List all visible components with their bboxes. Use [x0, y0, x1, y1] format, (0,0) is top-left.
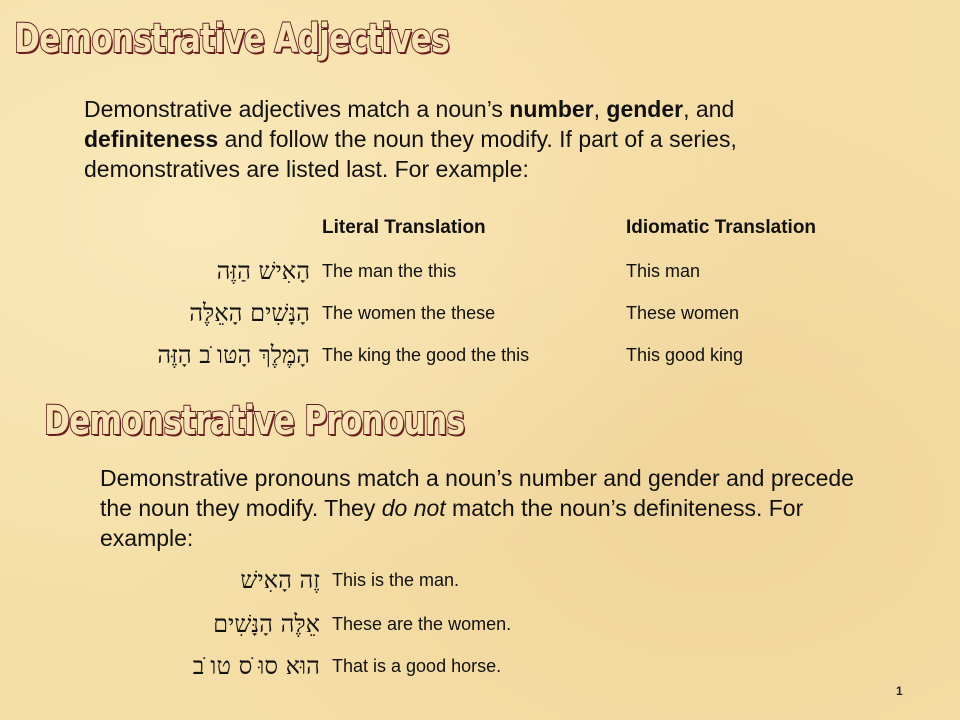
paragraph-text: and follow the noun they modify. If part of a series, demonstratives are listed last. For example:: [84, 126, 737, 182]
pronouns-heading: Demonstrative Pronouns: [44, 398, 465, 444]
page-number: 1: [896, 684, 903, 698]
english-translation: That is a good horse.: [332, 656, 502, 676]
hebrew-phrase: זֶה הָאִישׁ: [240, 566, 320, 594]
bold-term-gender: gender: [606, 96, 684, 122]
hebrew-phrase: הָנָּשִׁים הָאֵלֶּה: [189, 299, 310, 327]
adjectives-heading: Demonstrative Adjectives: [14, 16, 449, 62]
english-translation: This is the man.: [332, 570, 460, 590]
hebrew-phrase: אֵלֶּה הָנָּשִׁים: [213, 610, 320, 638]
paragraph-text: , and: [683, 96, 735, 122]
hebrew-phrase: הָאִישׁ הַזֶּה: [216, 257, 310, 285]
italic-do-not: do not: [381, 495, 446, 521]
adjectives-paragraph: [84, 94, 864, 184]
literal-translation: The women the these: [322, 303, 496, 323]
hebrew-phrase: הוּא סוּ ֹס טו ֹב: [192, 652, 320, 680]
hebrew-phrase: הָמֶּלֶךְ הָטּו ֹב הָזֶּה: [157, 341, 310, 369]
idiomatic-translation: This man: [626, 261, 701, 281]
idiomatic-translation: This good king: [626, 345, 744, 365]
header-literal: Literal Translation: [322, 217, 486, 238]
bold-term-definiteness: definiteness: [84, 126, 219, 152]
bold-term-number: number: [509, 96, 594, 122]
paragraph-text: Demonstrative adjectives match a noun’s: [84, 96, 510, 122]
literal-translation: The king the good the this: [322, 345, 530, 365]
paragraph-text: ,: [593, 96, 607, 122]
header-idiomatic: Idiomatic Translation: [626, 217, 817, 238]
idiomatic-translation: These women: [626, 303, 740, 323]
pronouns-paragraph: [100, 463, 880, 553]
english-translation: These are the women.: [332, 614, 512, 634]
paragraph-text: match the noun’s definiteness. For example:: [100, 495, 804, 551]
paragraph-text: Demonstrative pronouns match a noun’s number and gender and precede the noun they modify. They: [100, 465, 854, 521]
literal-translation: The man the this: [322, 261, 457, 281]
